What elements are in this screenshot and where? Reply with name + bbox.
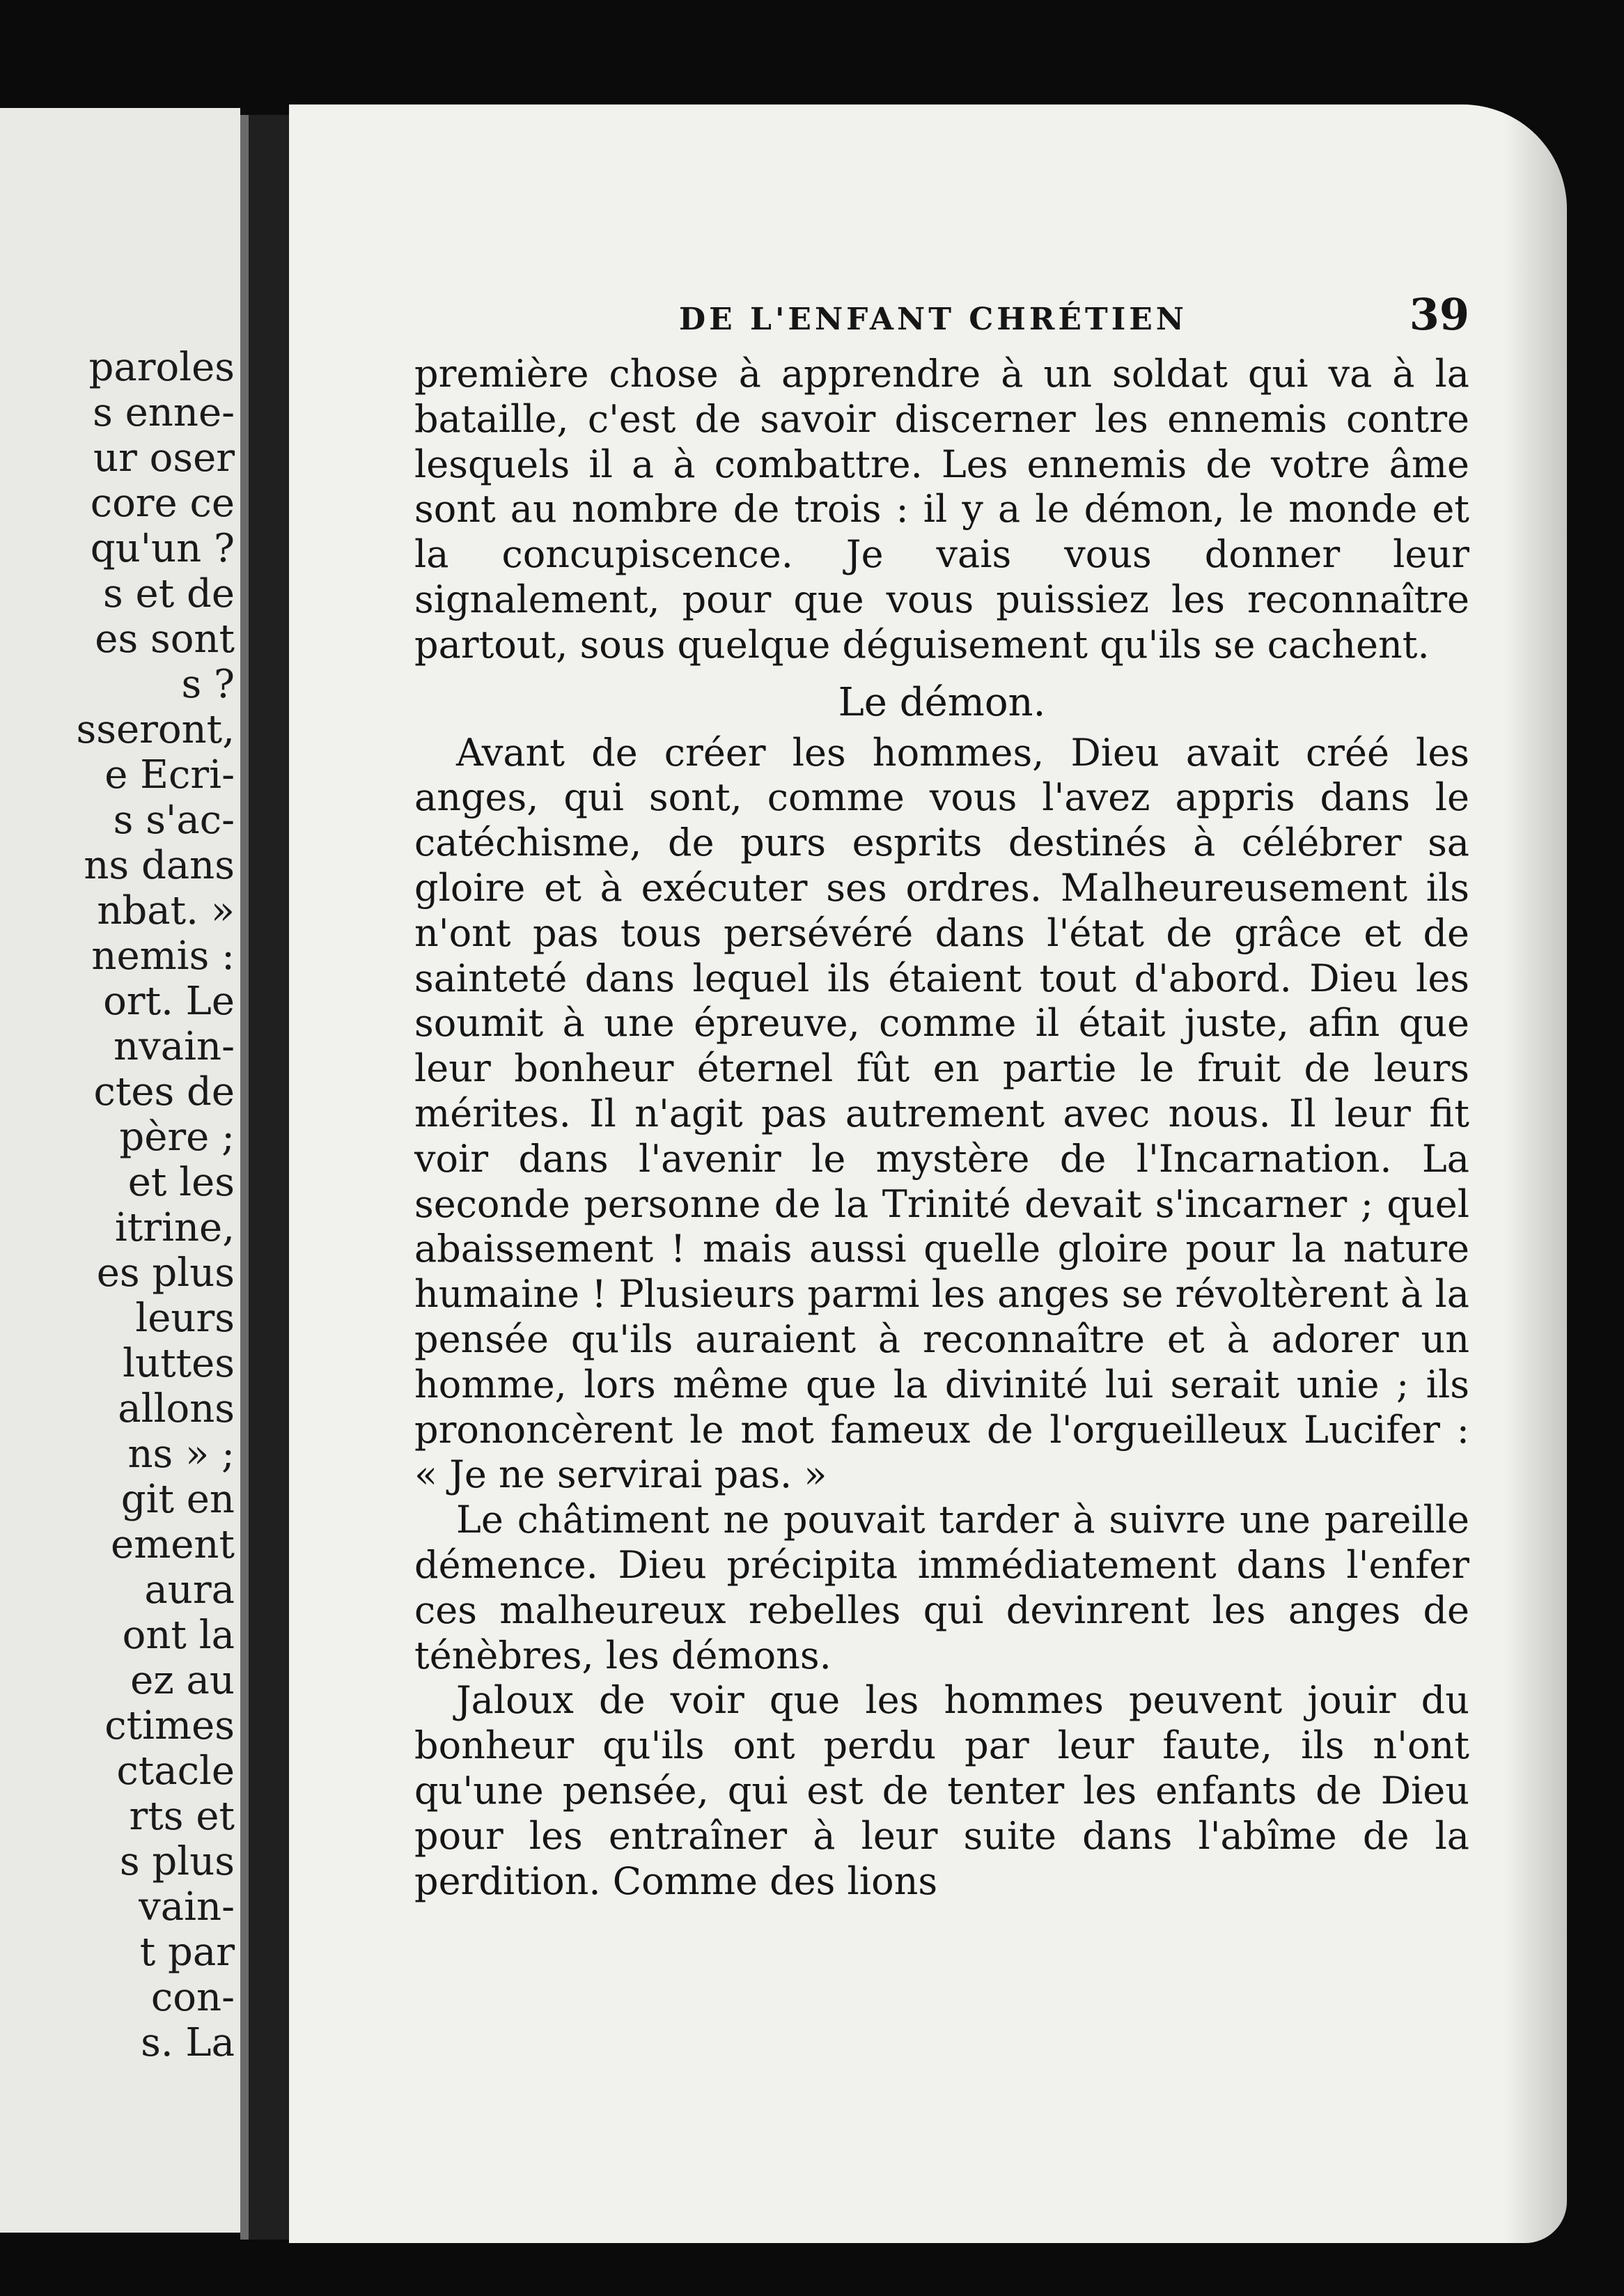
left-page-line: s enne-: [93, 390, 235, 435]
page-body-text: [414, 352, 1469, 1904]
left-page-line: itrine,: [114, 1205, 235, 1250]
left-page-line: ctes de: [93, 1069, 235, 1115]
left-page-line: ort. Le: [103, 979, 235, 1024]
left-page-line: paroles: [88, 345, 235, 390]
left-page-line: ns » ;: [127, 1432, 235, 1477]
left-page-line: allons: [118, 1386, 235, 1432]
left-page-line: nvain-: [114, 1024, 235, 1069]
paragraph: Avant de créer les hommes, Dieu avait créé les anges, qui sont, comme vous l'avez appris dans le catéchisme, de purs esprits destinés à célébrer sa gloire et à exécuter ses ordres. Malheureusement ils n'ont pas tous persévéré dans l'état de grâce et de sainteté dans lequel ils étaient tout d'abord. Dieu les soumit à une épreuve, comme il était juste, afin que leur bonheur éternel fût en partie le fruit de leurs mérites. Il n'agit pas autrement avec nous. Il leur fit voir dans l'avenir le mystère de l'Incarnation. La seconde personne de la Trinité devait s'incarner ; quel abaissement ! mais aussi quelle gloire pour la nature humaine ! Plusieurs parmi les anges se révoltèrent à la pensée qu'ils auraient à reconnaître et à adorer un homme, lors même que la divinité lui serait unie ; ils prononcèrent le mot fameux de l'orgueilleux Lucifer : « Je ne servirai pas. »: [414, 730, 1469, 1497]
section-title: Le démon.: [838, 679, 1046, 725]
left-facing-page: [0, 108, 240, 2233]
left-page-line: con-: [150, 1975, 235, 2020]
left-page-line: s plus: [119, 1839, 235, 1884]
paragraph: Jaloux de voir que les hommes peuvent jouir du bonheur qu'ils ont perdu par leur faute, ils n'ont qu'une pensée, qui est de tenter les enfants de Dieu pour les entraîner à leur suite dans l'abîme de la perdition. Comme des lions: [414, 1678, 1469, 1903]
page-header: [414, 289, 1469, 345]
left-page-line: es sont: [95, 616, 235, 662]
left-page-line: père ;: [119, 1115, 235, 1160]
left-page-line: e Ecri-: [104, 752, 235, 798]
left-page-line: s ?: [181, 662, 235, 707]
left-page-line: ur oser: [93, 435, 235, 481]
page-number: 39: [1409, 289, 1469, 340]
left-page-line: core ce: [90, 481, 235, 526]
left-page-line: ns dans: [84, 843, 235, 888]
left-page-line: leurs: [135, 1296, 235, 1341]
left-page-line: qu'un ?: [90, 526, 235, 571]
left-page-line: nemis :: [91, 933, 235, 979]
left-page-text-fragments: [77, 345, 235, 2065]
left-page-line: rts et: [129, 1794, 235, 1839]
gutter-edge: [240, 115, 249, 2240]
left-page-line: sseront,: [76, 707, 235, 752]
left-page-line: nbat. »: [97, 888, 235, 933]
left-page-line: s s'ac-: [113, 798, 235, 843]
left-page-line: et les: [127, 1160, 235, 1205]
left-page-line: ctimes: [104, 1703, 235, 1748]
left-page-line: s. La: [141, 2020, 235, 2065]
intro-paragraph: première chose à apprendre à un soldat qui va à la bataille, c'est de savoir discerner les ennemis contre lesquels il a à combattre. Les ennemis de votre âme sont au nombre de trois : il y a le démon, le monde et la concupiscence. Je vais vous donner leur signalement, pour que vous puissiez les reconnaître partout, sous quelque déguisement qu'ils se cachent.: [414, 352, 1469, 667]
right-page: [289, 104, 1567, 2243]
left-page-line: t par: [139, 1930, 235, 1975]
left-page-line: s et de: [103, 571, 235, 616]
left-page-line: es plus: [96, 1250, 235, 1296]
left-page-line: luttes: [123, 1341, 235, 1386]
left-page-line: aura: [144, 1567, 235, 1613]
left-page-line: ctacle: [116, 1748, 235, 1794]
paragraph: Le châtiment ne pouvait tarder à suivre une pareille démence. Dieu précipita immédiatement dans l'enfer ces malheureux rebelles qui devinrent les anges de ténèbres, les démons.: [414, 1498, 1469, 1677]
left-page-line: ont la: [122, 1613, 235, 1658]
left-page-line: git en: [120, 1477, 235, 1522]
running-head: DE L'ENFANT CHRÉTIEN: [679, 302, 1188, 337]
left-page-line: vain-: [139, 1884, 235, 1930]
left-page-line: ez au: [130, 1658, 235, 1703]
left-page-line: ement: [111, 1522, 235, 1567]
